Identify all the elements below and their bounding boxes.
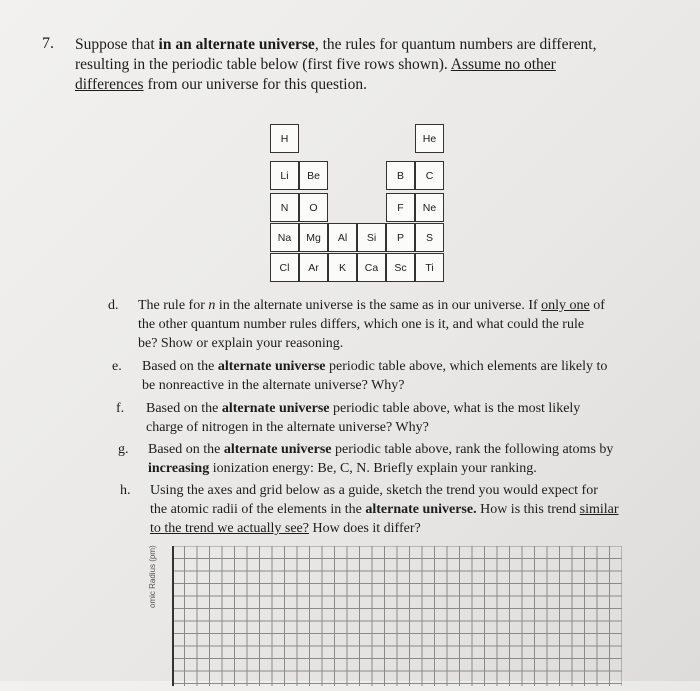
text-run: The rule for (138, 298, 209, 313)
text-run: How is this trend (476, 502, 580, 517)
element-cell: O (299, 193, 328, 222)
text-run: the other quantum number rules differs, which one is it, and what could the rule (138, 317, 585, 332)
part-line (146, 399, 580, 418)
question-part (108, 296, 660, 353)
text-run: charge of nitrogen in the alternate universe? Why? (146, 420, 429, 435)
part-line (148, 459, 613, 478)
grid-svg (172, 546, 622, 686)
text-run: periodic table above, rank the following atoms by (331, 442, 614, 457)
part-line (138, 296, 605, 315)
element-cell: Mg (299, 223, 328, 252)
text-run: Assume no other (450, 56, 556, 73)
text-run: periodic table above, which elements are likely to (325, 359, 608, 374)
part-line (150, 481, 619, 500)
part-line (146, 418, 580, 437)
intro-line (75, 35, 675, 55)
part-label: f. (116, 401, 125, 416)
text-run: in the alternate universe is the same as in our universe. If (215, 298, 542, 313)
part-label: h. (120, 483, 131, 498)
part-label: d. (108, 298, 119, 313)
text-run: to the trend we actually see? (150, 521, 309, 536)
element-cell: Sc (386, 253, 415, 282)
element-cell: P (386, 223, 415, 252)
element-cell: Cl (270, 253, 299, 282)
part-line (150, 519, 619, 538)
y-axis-label: omic Radius (pm) (148, 545, 157, 608)
text-run: Based on the (146, 401, 222, 416)
element-cell: Be (299, 161, 328, 190)
element-cell: Ca (357, 253, 386, 282)
intro-line (75, 55, 675, 75)
question-part (118, 440, 660, 478)
text-run: be? Show or explain your reasoning. (138, 336, 344, 351)
element-cell: Li (270, 161, 299, 190)
part-label: g. (118, 442, 129, 457)
text-run: How does it differ? (308, 521, 421, 536)
element-cell: K (328, 253, 357, 282)
text-run: alternate universe (217, 359, 326, 374)
text-run: of (589, 298, 605, 313)
part-line (148, 440, 613, 459)
text-run: from our universe for this question. (143, 76, 367, 93)
element-cell: H (270, 124, 299, 153)
element-cell: Ti (415, 253, 444, 282)
question-part (120, 481, 660, 538)
text-run: differences (75, 76, 144, 93)
text-run: be nonreactive in the alternate universe? Why? (142, 378, 405, 393)
text-run: alternate universe. (365, 502, 477, 517)
part-line (138, 334, 605, 353)
text-run: Based on the (142, 359, 218, 374)
text-run: periodic table above, what is the most likely (329, 401, 581, 416)
text-run: ionization energy: Be, C, N. Briefly explain your ranking. (209, 461, 537, 476)
text-run: resulting in the periodic table below (first five rows shown). (75, 56, 451, 73)
element-cell: B (386, 161, 415, 190)
text-run: similar (579, 502, 619, 517)
question-intro (75, 35, 675, 95)
answer-grid[interactable] (172, 546, 622, 686)
text-run: Suppose that (75, 36, 159, 53)
element-cell: C (415, 161, 444, 190)
text-run: only one (541, 298, 590, 313)
text-run: alternate universe (223, 442, 332, 457)
text-run: Using the axes and grid below as a guide, sketch the trend you would expect for (150, 483, 598, 498)
part-label: e. (112, 359, 122, 374)
element-cell: Ar (299, 253, 328, 282)
text-run: the atomic radii of the elements in the (150, 502, 366, 517)
part-line (150, 500, 619, 519)
text-run: in an alternate universe (158, 36, 315, 53)
intro-line (75, 75, 675, 95)
text-run: alternate universe (221, 401, 330, 416)
question-part (116, 399, 660, 437)
element-cell: He (415, 124, 444, 153)
question-part (112, 357, 660, 395)
element-cell: Si (357, 223, 386, 252)
element-cell: F (386, 193, 415, 222)
part-line (138, 315, 605, 334)
periodic-table (268, 124, 448, 279)
element-cell: Al (328, 223, 357, 252)
element-cell: Ne (415, 193, 444, 222)
text-run: n (208, 298, 216, 313)
text-run: , the rules for quantum numbers are different, (314, 36, 597, 53)
part-line (142, 376, 607, 395)
text-run: increasing (148, 461, 210, 476)
text-run: Based on the (148, 442, 224, 457)
element-cell: S (415, 223, 444, 252)
element-cell: Na (270, 223, 299, 252)
element-cell: N (270, 193, 299, 222)
question-number: 7. (42, 35, 54, 52)
part-line (142, 357, 607, 376)
